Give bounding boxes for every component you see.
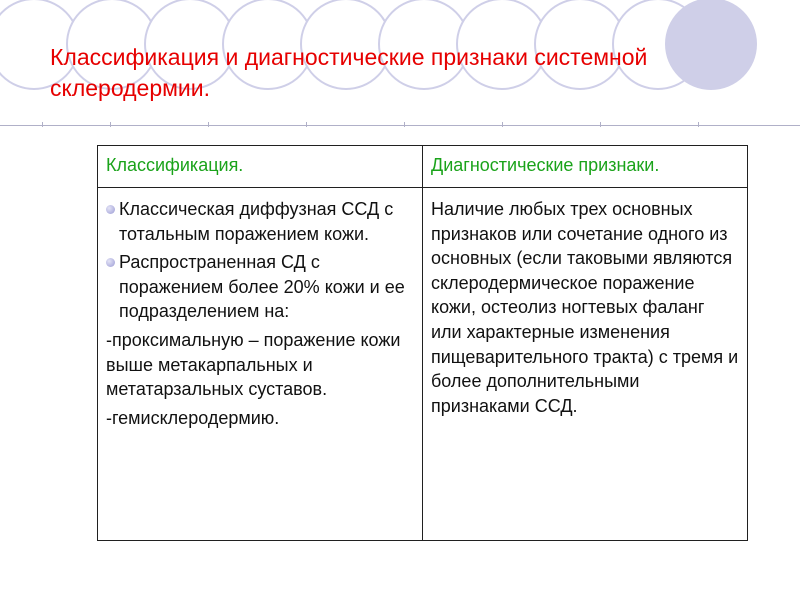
divider-tick xyxy=(110,122,111,127)
slide-title-line-2: склеродермии. xyxy=(50,75,211,101)
header-classification: Классификация. xyxy=(98,146,423,188)
classification-bullet-item xyxy=(106,250,414,324)
classification-bullet-item xyxy=(106,197,414,246)
divider-tick xyxy=(42,122,43,127)
bullet-icon xyxy=(106,258,115,267)
divider-tick xyxy=(306,122,307,127)
classification-subitem xyxy=(106,328,414,402)
diagnostic-text: Наличие любых трех основных признаков или сочетание одного из основных (если таковыми являются склеродермическое поражение кожи, остеолиз ногтевых фаланг или характерные изменения пищеварительного тракта) с тремя и более дополнительными признаками ССД. xyxy=(431,199,739,416)
classification-item-text: -гемисклеродермию. xyxy=(106,407,280,428)
divider-tick xyxy=(502,122,503,127)
header-diagnostic: Диагностические признаки. xyxy=(423,146,747,188)
slide-title xyxy=(50,42,750,104)
classification-table xyxy=(97,145,748,541)
slide-title-line-1: Классификация и диагностические признаки системной xyxy=(50,44,648,70)
classification-item-text: Распространенная СД с поражением более 20% кожи и ее подразделением на: xyxy=(119,252,405,322)
classification-subitem xyxy=(106,406,414,431)
divider-line xyxy=(0,125,800,126)
diagnostic-cell xyxy=(423,188,747,540)
divider-tick xyxy=(698,122,699,127)
classification-cell xyxy=(98,188,423,540)
divider-tick xyxy=(404,122,405,127)
classification-item-text: -проксимальную – поражение кожи выше метакарпальных и метатарзальных суставов. xyxy=(106,329,401,400)
divider-tick xyxy=(600,122,601,127)
divider-tick xyxy=(208,122,209,127)
classification-item-text: Классическая диффузная ССД с тотальным поражением кожи. xyxy=(119,199,394,244)
bullet-icon xyxy=(106,205,115,214)
